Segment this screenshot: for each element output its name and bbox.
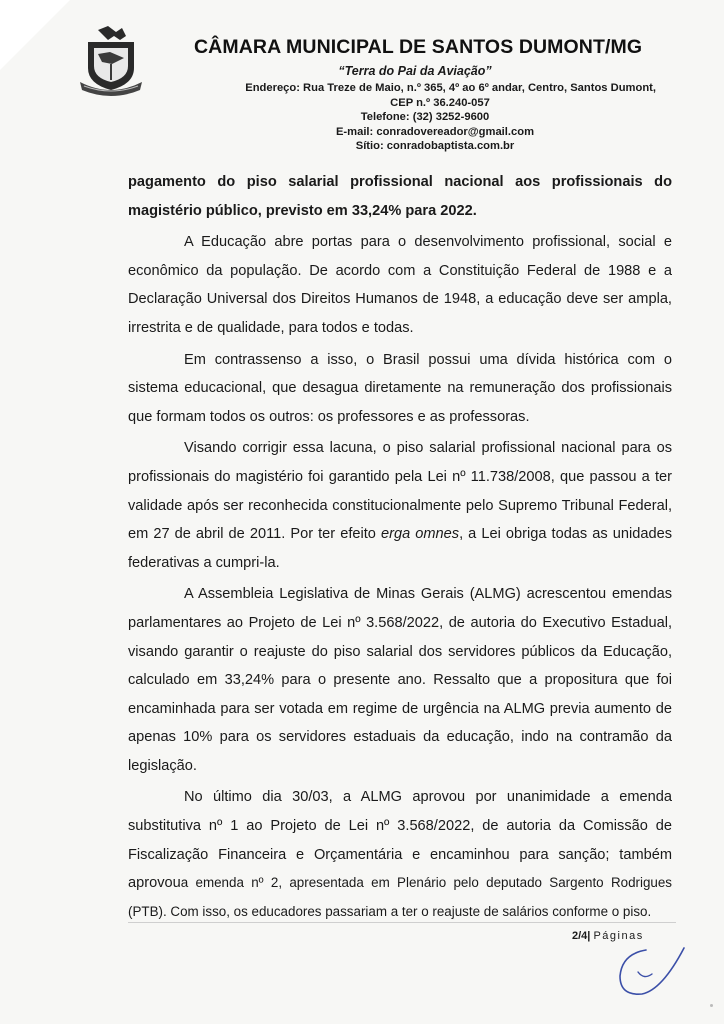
footer-rule bbox=[128, 922, 676, 923]
municipal-crest-icon bbox=[74, 24, 148, 98]
scan-speck bbox=[710, 1004, 713, 1007]
paragraph-text: Visando corrigir essa lacuna, o piso salarial profissional nacional para os profissionais do magistério foi garantido pela Lei nº 11.738/2008, que passou a ter validade após ser reconhecida constitucionalmente pelo Supremo Tribunal Federal, em 27 de abril de 2011. Por ter efeito bbox=[128, 440, 672, 543]
paragraph: A Educação abre portas para o desenvolvimento profissional, social e econômico da população. De acordo com a Constituição Federal de 1988 e a Declaração Universal dos Direitos Humanos de 1948, a educação deve ser ampla, irrestrita e de qualidade, para todos e todas. bbox=[128, 234, 672, 336]
website: Sítio: conradobaptista.com.br bbox=[355, 140, 515, 152]
paragraph-text: a emenda nº 2, apresentada em Plenário pelo deputado Sargento Rodrigues (PTB). Com isso, os educadores passariam a ter o reajuste de salários conforme o piso. bbox=[128, 875, 672, 919]
address-line: Endereço: Rua Treze de Maio, n.º 365, 4º ao 6º andar, Centro, Santos Dumont, bbox=[245, 82, 656, 94]
latin-term: erga omnes bbox=[380, 526, 460, 543]
paragraph bbox=[128, 783, 672, 926]
paragraph-text: No último dia 30/03, a ALMG aprovou por unanimidade a emenda substitutiva nº 1 ao Projeto de Lei nº 3.568/2022, de autoria da Comissão de Fiscalização Financeira e Orçamentária e encaminhou para sanção; também aprovou bbox=[128, 789, 672, 892]
page-fold-corner bbox=[0, 0, 70, 70]
organization-name: CÂMARA MUNICIPAL DE SANTOS DUMONT/MG bbox=[194, 36, 643, 58]
handwritten-signature bbox=[612, 940, 692, 1004]
page-index: 2/4| bbox=[572, 930, 591, 942]
email: E-mail: conradovereador@gmail.com bbox=[335, 125, 535, 138]
document-body bbox=[128, 168, 672, 929]
paragraph-continuation: pagamento do piso salarial profissional nacional aos profissionais do magistério público, previsto em 33,24% para 2022. bbox=[128, 174, 672, 219]
letterhead bbox=[150, 36, 660, 154]
pages-label: Páginas bbox=[593, 930, 644, 942]
paragraph: Em contrassenso a isso, o Brasil possui uma dívida histórica com o sistema educacional, que desagua diretamente na remuneração dos profissionais que formam todos os outros: os professores e as professoras. bbox=[128, 351, 672, 425]
paragraph bbox=[128, 434, 672, 577]
motto: “Terra do Pai da Aviação” bbox=[338, 64, 492, 78]
postal-code: CEP n.º 36.240-057 bbox=[390, 96, 490, 109]
paragraph-text: , a Lei obriga todas as unidades federativas a cumpri-la. bbox=[128, 526, 672, 571]
phone: Telefone: (32) 3252-9600 bbox=[360, 111, 490, 123]
paragraph: A Assembleia Legislativa de Minas Gerais (ALMG) acrescentou emendas parlamentares ao Projeto de Lei nº 3.568/2022, de autoria do Executivo Estadual, visando garantir o reajuste do piso salarial dos servidores públicos da Educação, calculado em 33,24% para o presente ano. Ressalto que a propositura que foi encaminhada para ser votada em regime de urgência na ALMG previa aumento de apenas 10% para os servidores estaduais da educação, indo na contramão da legislação. bbox=[128, 586, 672, 774]
